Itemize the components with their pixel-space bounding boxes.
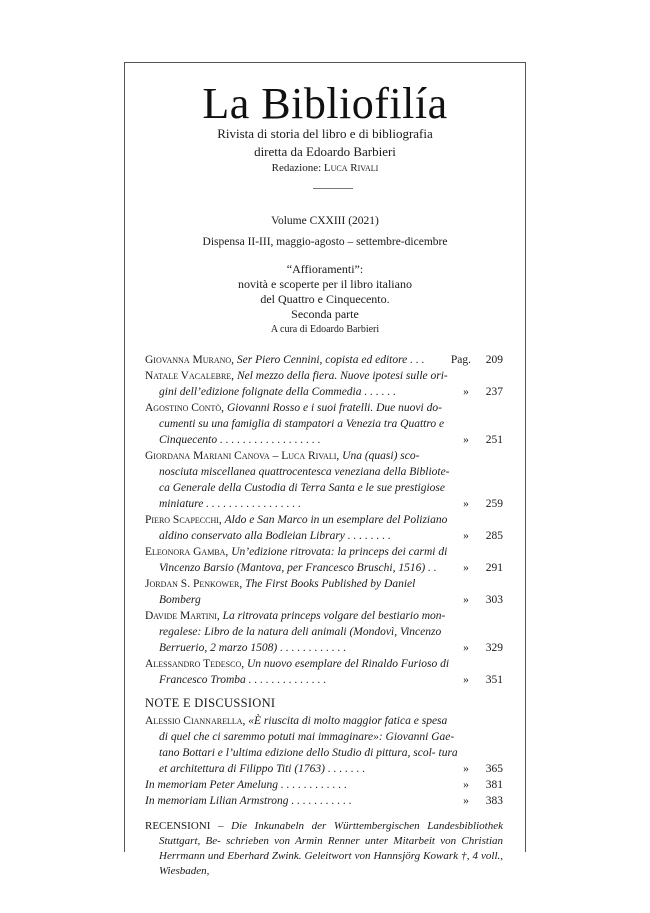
toc-entry <box>145 368 503 400</box>
toc-author: Agostino Contò, <box>145 402 227 414</box>
ditto-mark: » <box>463 562 469 574</box>
toc-page-number: 209 <box>477 352 503 368</box>
ditto-mark: » <box>463 530 469 542</box>
toc-title: Ser Piero Cennini, copista ed editore . . . <box>236 354 425 366</box>
toc-title: La ritrovata princeps volgare del bestiario mon- regalese: Libro de la natura deli animali (Mondovì, Vincenzo Berruerio, 2 marzo 1508) . . . . . . . . . . . . <box>159 610 446 654</box>
toc-entry <box>145 777 503 793</box>
toc-page-number: 381 <box>477 777 503 793</box>
toc-title: «È riuscita di molto maggior fatica e spesa di quel che ci saremmo potuti mai immaginare»: Giovanni Gae- tano Bottari e l’ultima edizione dello Studio di pittura, scol- tura et architettura di Filippo Titi (1763) . . . . . . . <box>159 715 458 775</box>
toc-author: Giordana Mariani Canova – Luca Rivali, <box>145 450 343 462</box>
toc-page-number: 259 <box>477 496 503 512</box>
ditto-mark: » <box>463 795 469 807</box>
curatela: A cura di Edoardo Barbieri <box>270 324 380 335</box>
toc-page-number: 251 <box>477 432 503 448</box>
ditto-mark: » <box>463 763 469 775</box>
toc-page-number: 237 <box>477 384 503 400</box>
toc-page-number: 383 <box>477 793 503 809</box>
section-heading-notes: NOTE E DISCUSSIONI <box>145 696 276 710</box>
ditto-mark: » <box>463 386 469 398</box>
redazione-label: Redazione: <box>271 162 322 174</box>
recensioni-label: RECENSIONI – <box>145 820 224 832</box>
ditto-mark: » <box>463 594 469 606</box>
theme-line-2: novità e scoperte per il libro italiano <box>238 277 412 291</box>
toc-author: Eleonora Gamba, <box>145 546 232 558</box>
toc-entry <box>145 352 503 368</box>
toc-title: The First Books Published by Daniel Bomberg <box>159 578 416 606</box>
divider-rule <box>313 188 353 189</box>
toc-entry <box>145 713 503 777</box>
toc-title: In memoriam Peter Amelung . . . . . . . . . . . . <box>145 779 347 791</box>
theme-line-1: “Affioramenti”: <box>286 262 364 276</box>
journal-director: diretta da Edoardo Barbieri <box>254 144 396 159</box>
toc-page-number: 329 <box>477 640 503 656</box>
toc-title: Un’edizione ritrovata: la princeps dei carmi di Vincenzo Barsio (Mantova, per Francesco Bruschi, 1516) . . <box>159 546 448 574</box>
journal-subtitle: Rivista di storia del libro e di bibliografia <box>217 126 433 141</box>
toc-page-number: 291 <box>477 560 503 576</box>
toc-title: Giovanni Rosso e i suoi fratelli. Due nuovi do- cumenti su una famiglia di stampatori a Venezia tra Quattro e Cinquecento . . . . . . . . . . . . . . . . . . <box>159 402 445 446</box>
toc-title: Aldo e San Marco in un esemplare del Poliziano aldino conservato alla Bodleian Library . . . . . . . . <box>159 514 448 542</box>
toc-page-number: 365 <box>477 761 503 777</box>
toc-entry <box>145 608 503 656</box>
redazione-name: Luca Rivali <box>323 162 379 174</box>
ditto-mark: » <box>463 674 469 686</box>
ditto-mark: » <box>463 498 469 510</box>
ditto-mark: » <box>463 434 469 446</box>
toc-author: Piero Scapecchi, <box>145 514 225 526</box>
ditto-mark: » <box>463 642 469 654</box>
recensioni-entry <box>145 819 503 879</box>
volume: Volume CXXIII (2021) <box>271 215 379 227</box>
journal-title: La Bibliofilía <box>202 79 448 128</box>
toc-title: Una (quasi) sco- nosciuta miscellanea quattrocentesca veneziana della Bibliote- ca Generale della Custodia di Terra Santa e le sue prestigiose miniature . . . . . . . . . . . . . . . . . <box>159 450 450 510</box>
theme-line-4: Seconda parte <box>291 307 359 321</box>
toc-author: Jordan S. Penkower, <box>145 578 246 590</box>
toc-author: Alessandro Tedesco, <box>145 658 247 670</box>
toc-entry <box>145 656 503 688</box>
toc-entry <box>145 512 503 544</box>
toc-entry <box>145 400 503 448</box>
table-of-contents <box>145 352 503 879</box>
dispensa: Dispensa II-III, maggio-agosto – settembre-dicembre <box>202 236 448 248</box>
toc-page-number: 285 <box>477 528 503 544</box>
toc-author: Davide Martini, <box>145 610 223 622</box>
redazione <box>0 162 650 174</box>
toc-author: Alessio Ciannarella, <box>145 715 249 727</box>
toc-page-number: 303 <box>477 592 503 608</box>
theme-line-3: del Quattro e Cinquecento. <box>260 292 390 306</box>
page-label: Pag. <box>450 354 471 366</box>
toc-entry <box>145 448 503 512</box>
toc-title: Un nuovo esemplare del Rinaldo Furioso di Francesco Tromba . . . . . . . . . . . . . . <box>159 658 450 686</box>
toc-title: Nel mezzo della fiera. Nuove ipotesi sulle ori- gini dell’edizione folignate della Commedia . . . . . . <box>159 370 448 398</box>
toc-author: Giovanna Murano, <box>145 354 237 366</box>
toc-title: In memoriam Lilian Armstrong . . . . . . . . . . . <box>145 795 352 807</box>
toc-page-number: 351 <box>477 672 503 688</box>
toc-entry <box>145 576 503 608</box>
toc-entry <box>145 544 503 576</box>
ditto-mark: » <box>463 779 469 791</box>
toc-entry <box>145 793 503 809</box>
toc-author: Natale Vacalebre, <box>145 370 237 382</box>
recensioni-title: Die Inkunabeln der Württembergischen Landesbibliothek Stuttgart, Be- schrieben von Armin Renner unter Mitarbeit von Christian Herrmann und Eberhard Zwink. Geleitwort von Hannsjörg Kowark †, 4 voll., Wiesbaden, <box>159 820 503 877</box>
